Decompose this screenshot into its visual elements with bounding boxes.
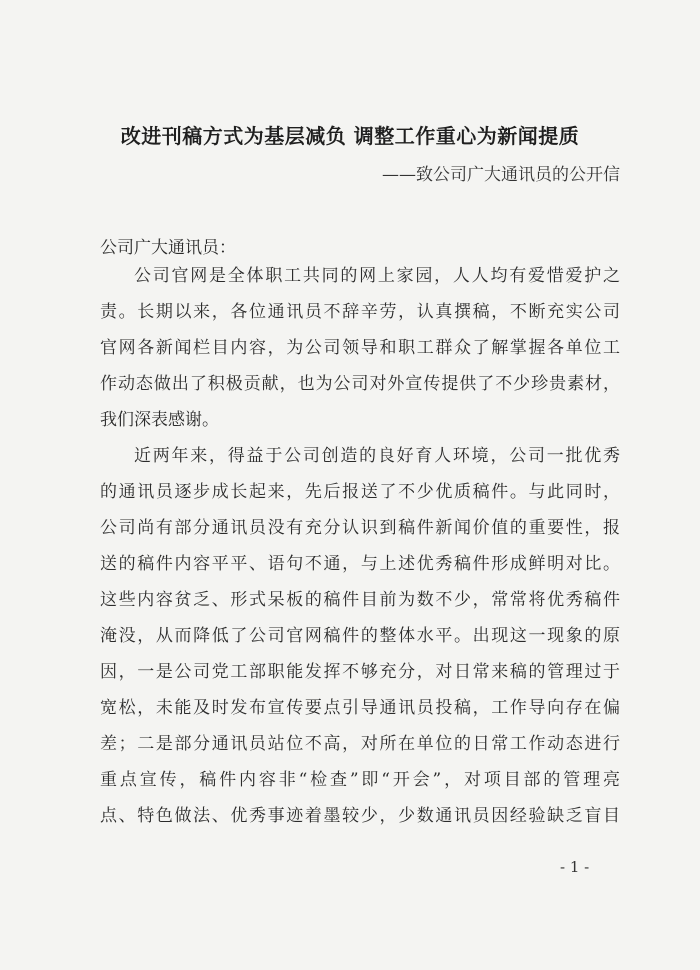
salutation: 公司广大通讯员： — [100, 238, 236, 258]
body-line: 点、特色做法、优秀事迹着墨较少，少数通讯员因经验缺乏盲目 — [100, 806, 620, 826]
body-line: 宽松，未能及时发布宣传要点引导通讯员投稿，工作导向存在偏 — [100, 698, 620, 718]
body-line: 官网各新闻栏目内容，为公司领导和职工群众了解掌握各单位工 — [100, 338, 620, 358]
body-line: 差；二是部分通讯员站位不高，对所在单位的日常工作动态进行 — [100, 734, 620, 754]
body-line: 因，一是公司党工部职能发挥不够充分，对日常来稿的管理过于 — [100, 662, 620, 682]
document-title: 改进刊稿方式为基层减负 调整工作重心为新闻提质 — [120, 124, 580, 148]
body-line: 责。长期以来，各位通讯员不辞辛劳，认真撰稿，不断充实公司 — [100, 302, 620, 322]
body-line: 公司尚有部分通讯员没有充分认识到稿件新闻价值的重要性，报 — [100, 518, 620, 538]
body-line: 公司官网是全体职工共同的网上家园，人人均有爱惜爱护之 — [134, 266, 620, 286]
page-number: - 1 - — [560, 858, 590, 876]
body-line: 我们深表感谢。 — [100, 410, 219, 430]
body-line: 的通讯员逐步成长起来，先后报送了不少优质稿件。与此同时， — [100, 482, 620, 502]
body-line: 作动态做出了积极贡献，也为公司对外宣传提供了不少珍贵素材， — [100, 374, 620, 394]
body-line: 近两年来，得益于公司创造的良好育人环境，公司一批优秀 — [134, 446, 620, 466]
body-line: 淹没，从而降低了公司官网稿件的整体水平。出现这一现象的原 — [100, 626, 620, 646]
letter-body — [100, 258, 620, 834]
body-line: 送的稿件内容平平、语句不通，与上述优秀稿件形成鲜明对比。 — [100, 554, 620, 574]
document-subtitle: ——致公司广大通讯员的公开信 — [382, 165, 620, 185]
body-line: 这些内容贫乏、形式呆板的稿件目前为数不少，常常将优秀稿件 — [100, 590, 620, 610]
body-line: 重点宣传，稿件内容非“检查”即“开会”，对项目部的管理亮 — [100, 770, 620, 790]
